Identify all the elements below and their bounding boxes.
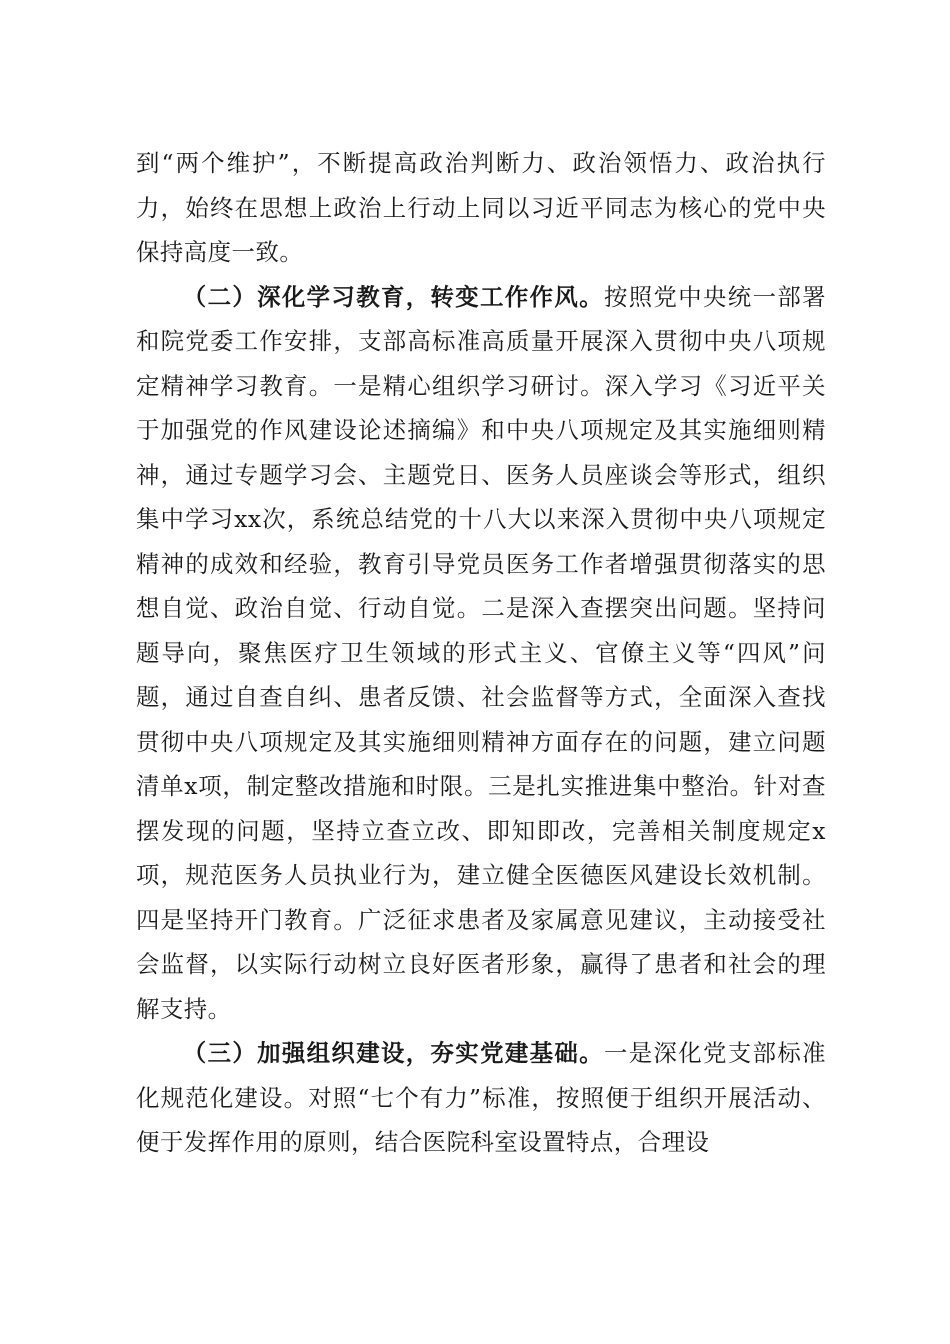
- paragraph-text: 到“两个维护”，不断提高政治判断力、政治领悟力、政治执行力，始终在思想上政治上行动上同以习近平同志为核心的党中央保持高度一致。: [136, 149, 826, 266]
- document-body: [136, 141, 826, 1165]
- paragraph-section-2: [136, 275, 826, 1032]
- paragraph-continuation: [136, 141, 826, 275]
- paragraph-section-3: [136, 1031, 826, 1165]
- paragraph-text: 按照党中央统一部署和院党委工作安排，支部高标准高质量开展深入贯彻中央八项规定精神学习教育。一是精心组织学习研讨。深入学习《习近平关于加强党的作风建设论述摘编》和中央八项规定及其实施细则精神，通过专题学习会、主题党日、医务人员座谈会等形式，组织集中学习xx次，系统总结党的十八大以来深入贯彻中央八项规定精神的成效和经验，教育引导党员医务工作者增强贯彻落实的思想自觉、政治自觉、行动自觉。二是深入查摆突出问题。坚持问题导向，聚焦医疗卫生领域的形式主义、官僚主义等“四风”问题，通过自查自纠、患者反馈、社会监督等方式，全面深入查找贯彻中央八项规定及其实施细则精神方面存在的问题，建立问题清单x项，制定整改措施和时限。三是扎实推进集中整治。针对查摆发现的问题，坚持立查立改、即知即改，完善相关制度规定x项，规范医务人员执业行为，建立健全医德医风建设长效机制。四是坚持开门教育。广泛征求患者及家属意见建议，主动接受社会监督，以实际行动树立良好医者形象，赢得了患者和社会的理解支持。: [136, 282, 827, 1023]
- section-heading: （二）深化学习教育，转变工作作风。: [182, 282, 604, 311]
- paragraph-text: 一是深化党支部标准化规范化建设。对照“七个有力”标准，按照便于组织开展活动、便于发挥作用的原则，结合医院科室设置特点，合理设: [136, 1039, 827, 1156]
- section-heading: （三）加强组织建设，夯实党建基础。: [182, 1039, 604, 1067]
